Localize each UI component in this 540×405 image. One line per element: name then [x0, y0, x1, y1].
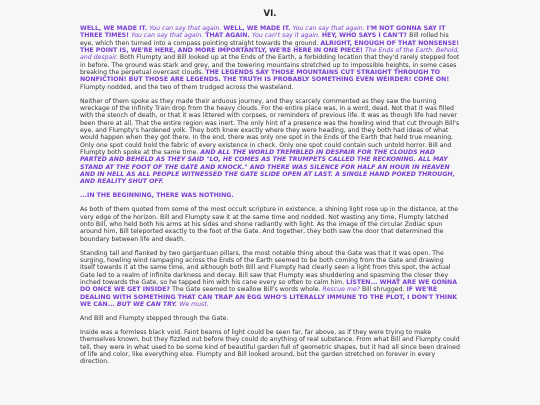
dialogue-text: HEY, WHO SAYS I CAN'T? — [321, 32, 410, 40]
dialogue-text: You can say that again. — [131, 32, 206, 40]
chapter-title: VI. — [263, 9, 277, 19]
dialogue-text: ...IN THE BEGINNING, THERE WAS NOTHING. — [80, 192, 234, 200]
narration-text: And Bill and Flumpty stepped through the Gate. — [80, 315, 229, 322]
paragraph — [80, 315, 460, 322]
dialogue-text: AND ALL THE WORLD TREMBLED IN DESPAIR FOR THE CLOUDS HAD PARTED AND BEHELD AS THEY SAID "LO, HE COMES AS THE TRUMPETS CALLED THE RECKONING. ALL MAY STAND AT THE FOOT OF THE GATE AND KNOCK." AND THERE WAS SILENCE FOR HALF AN HOUR IN HEAVEN AND IN HELL AS ALL PEOPLE WITNESSED THE GATE SLIDE OPEN AT LAST. A SINGLE HAND POKED THROUGH, AND REALITY SHUT OFF. — [80, 149, 455, 186]
narration-text: Bill shrugged. — [361, 286, 407, 294]
narration-text: Bill rolled his eye, which then turned into a compass pointing straight towards the ground. — [80, 32, 449, 47]
narration-text: Standing tall and flanked by two gargantuan pillars, the most notable thing about the Gate was that it was open. The surging, howling wind rampaging across the Ends of the Earth seemed to be both coming from the Gate and drawing itself towards it at the same time, and although both Bill and Flumpty had clearly seen a light from this spot, the actual Gate led to a realm of infinite darkness and decay. Bill saw that Flumpty was shuddering and spasming the closer they inched towards the Gate, so he tapped him with his cane every so often to calm him. — [80, 249, 451, 287]
paragraph — [80, 250, 460, 309]
narration-text: Flumpty nodded, and the two of them trudged across the wasteland. — [80, 83, 294, 91]
dialogue-text: I'M NOT GONNA SAY IT THREE TIMES! — [80, 25, 446, 40]
paragraph — [80, 25, 460, 91]
dialogue-text: We must. — [179, 301, 209, 309]
narration-text: As both of them quoted from some of the most occult scripture in existence, a shining light rose up in the distance, at the very edge of the horizon. Bill and Flumpty saw it at the same time and nodded. Not wasting any time, Flumpty latched onto Bill, who held both his arms at his sides and shone radiantly with light. As the image of the circular Zodiac spun around him, Bill teleported exactly to the foot of the Gate. And together, they both saw the door that determined the boundary between life and death. — [80, 206, 459, 243]
dialogue-text: WELL, WE MADE IT. — [223, 25, 293, 32]
dialogue-text: You can't say it again. — [251, 32, 322, 40]
paragraph — [80, 329, 460, 366]
document-body — [0, 9, 540, 366]
dialogue-text: LISTEN... WHAT ARE WE GONNA DO ONCE WE GET INSIDE? — [80, 279, 457, 294]
dialogue-text: THAT AGAIN. — [205, 32, 252, 40]
dialogue-text: IF WE'RE DEALING WITH SOMETHING THAT CAN TRAP AN EGG WHO'S LITERALLY IMMUNE TO THE PLOT, I DON'T THINK WE CAN... — [80, 286, 458, 309]
dialogue-text: You can say that again. — [149, 25, 224, 32]
paragraph — [80, 192, 460, 199]
dialogue-text: The Ends of the Earth. Behold, and despair. — [80, 47, 460, 62]
dialogue-text: You can say that again. — [292, 25, 367, 32]
dialogue-text: WELL, WE MADE IT. — [80, 25, 150, 32]
narration-text: The Gate seemed to swallow Bill's words whole. — [172, 286, 323, 294]
narration-text: Inside was a formless black void. Faint beams of light could be seen far, far above, as if they were trying to make themselves known, but they fizzled out before they could do anything of real substance. From what Bill and Flumpty could tell, they were in what used to be some kind of beautiful garden full of geometric shapes, but it had all since been drained of life and color, like everything else. Flumpty and Bill looked around, but the garden stretched on forever in every direction. — [80, 328, 460, 366]
paragraph — [80, 98, 460, 186]
paragraph — [80, 206, 460, 243]
paragraph-list — [80, 25, 460, 366]
narration-text: Neither of them spoke as they made their arduous journey, and they scarcely commented as they saw the burning wreckage of the Infinity Train drop from the heavy clouds. For the entire place was, in a word, dead. Not that it was filled with the stench of death, or that it was littered with corpses, or reminders of previous life. It was as though life had never been there at all. That the entire region was inert. The only hint of a presence was the howling wind that cut through Bill's eye, and Flumpty's hardened yolk. They both knew exactly where they were heading, and they both had ideas of what would happen when they got there. In the end, there was only one spot in the Ends of the Earth that held true meaning. Only one spot could hold the fabric of every existence in check. Only one spot could contain such untold horror. Bill and Flumpty both spoke at the same time. — [80, 97, 460, 157]
dialogue-text: THE LEGENDS SAY THOSE MOUNTAINS CUT STRAIGHT THROUGH TO NONFICTION! BUT THOSE ARE LEGENDS. THE TRUTH IS PROBABLY SOMETHING EVEN WEIRDER! COME ON! — [80, 69, 450, 84]
narration-text: Both Flumpty and Bill looked up at the Ends of the Earth, a forbidding location that they'd rarely stepped foot in before. The ground was stark and grey, and the towering mountains stretched up to impossible heights, in some cases breaking the perpetual overcast clouds. — [80, 54, 460, 77]
dialogue-text: BUT WE CAN TRY. — [116, 301, 180, 309]
dialogue-text: ALRIGHT, ENOUGH OF THAT NONSENSE! THE POINT IS, WE'RE HERE, AND MORE IMPORTANTLY, WE'RE HERE IN ONE PIECE! — [80, 39, 460, 55]
dialogue-text: Rescue me? — [322, 286, 362, 294]
